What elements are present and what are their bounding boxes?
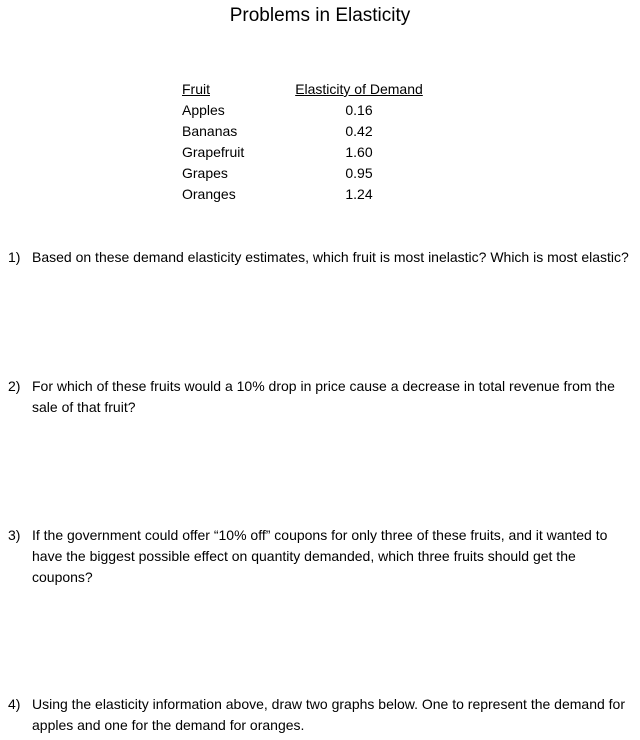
elasticity-value-cell: 0.16 (345, 102, 373, 118)
table-row (182, 142, 442, 163)
elasticity-value-cell: 1.24 (345, 186, 373, 202)
table-row (182, 100, 442, 121)
elasticity-value-cell: 0.42 (345, 123, 373, 139)
fruit-name-cell: Apples (182, 102, 225, 118)
question-text: Using the elasticity information above, draw two graphs below. One to represent the demand for apples and one for the demand for oranges. (32, 696, 625, 733)
question-4 (8, 694, 636, 736)
elasticity-value-cell: 0.95 (345, 165, 373, 181)
fruit-name-cell: Grapefruit (182, 144, 245, 160)
fruit-name-cell: Oranges (182, 186, 236, 202)
table-row (182, 121, 442, 142)
question-text: For which of these fruits would a 10% drop in price cause a decrease in total revenue from the sale of that fruit? (32, 378, 615, 415)
question-text: Based on these demand elasticity estimates, which fruit is most inelastic? Which is most elastic? (32, 249, 629, 265)
question-3 (8, 525, 636, 588)
fruit-column-header: Fruit (182, 81, 210, 97)
elasticity-column-header: Elasticity of Demand (295, 81, 423, 97)
question-number: 1) (8, 249, 21, 265)
fruit-name-cell: Bananas (182, 123, 238, 139)
question-number: 2) (8, 378, 21, 394)
elasticity-table (182, 79, 442, 205)
question-number: 4) (8, 696, 21, 712)
page-title: Problems in Elasticity (229, 5, 411, 26)
fruit-name-cell: Grapes (182, 165, 228, 181)
question-text: If the government could offer “10% off” coupons for only three of these fruits, and it wanted to have the biggest possible effect on quantity demanded, which three fruits should get the coupons? (32, 527, 608, 585)
question-1 (8, 247, 636, 268)
question-number: 3) (8, 527, 21, 543)
table-row (182, 163, 442, 184)
elasticity-value-cell: 1.60 (345, 144, 373, 160)
table-row (182, 184, 442, 205)
question-2 (8, 376, 636, 418)
table-header-row (182, 79, 442, 100)
